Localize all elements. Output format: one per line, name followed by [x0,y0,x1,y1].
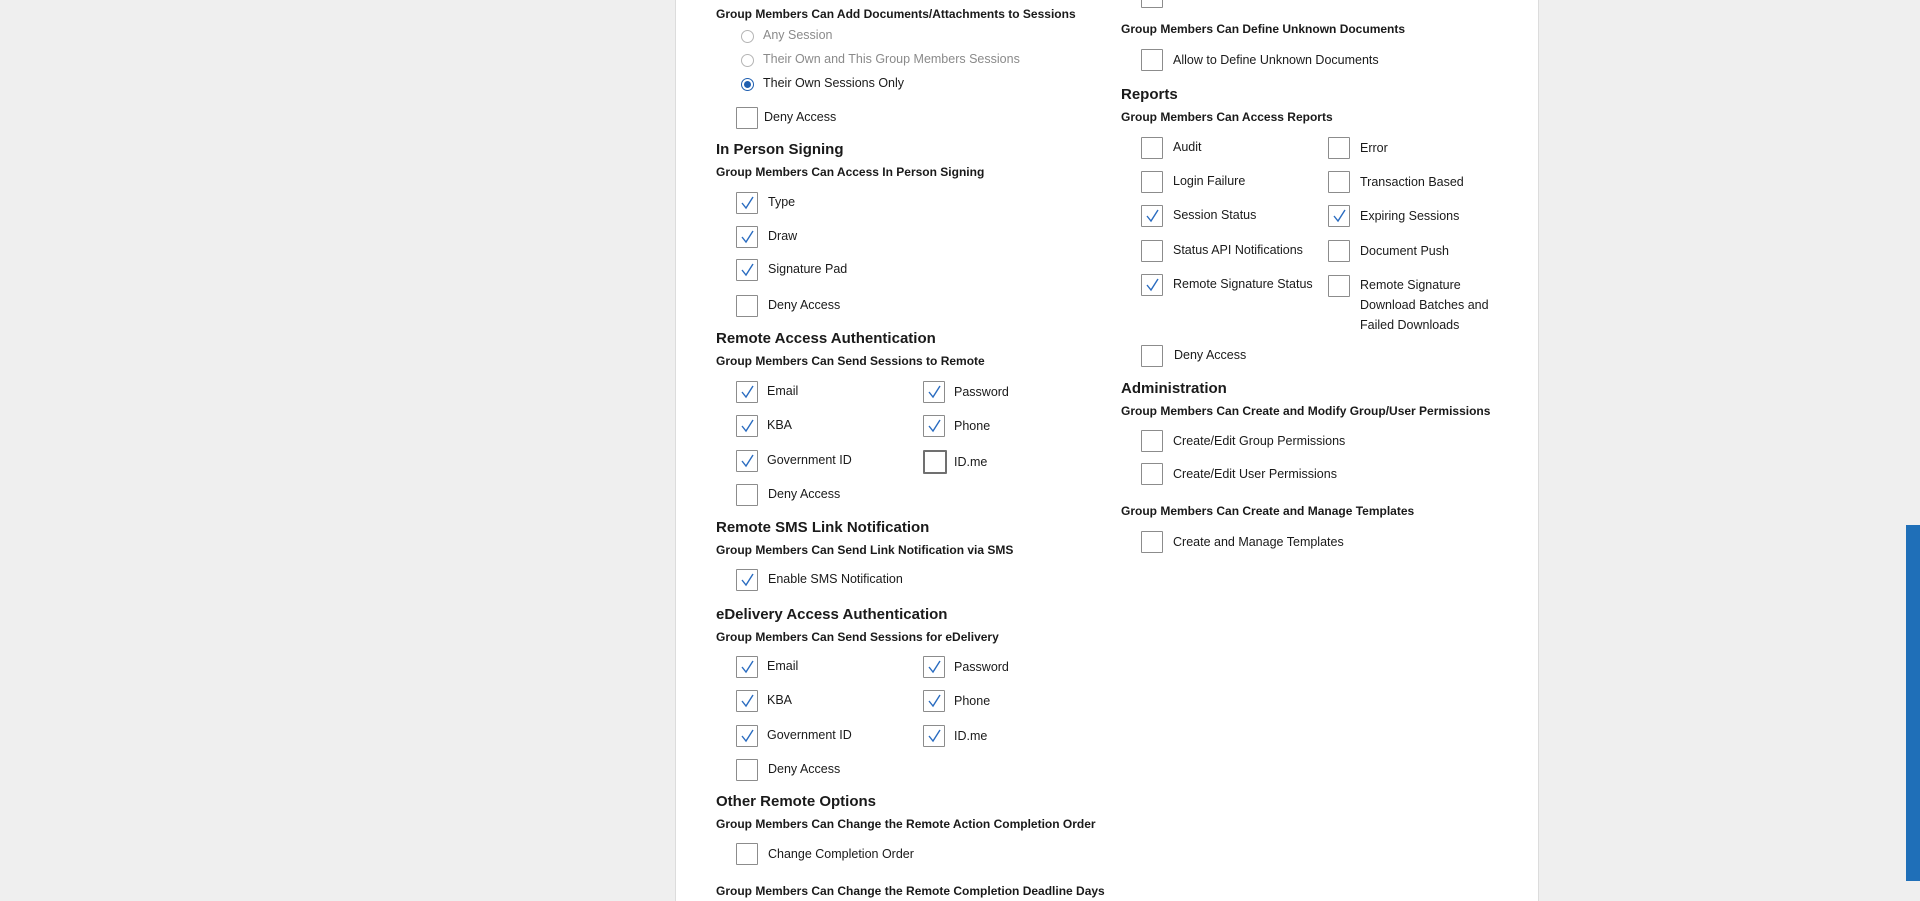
sms-enable-checkbox[interactable] [736,569,758,591]
radio-own-only-label: Their Own Sessions Only [763,76,905,90]
edit-group-permissions-label: Create/Edit Group Permissions [1173,434,1346,448]
reports-subtitle: Group Members Can Access Reports [1121,110,1333,124]
edelivery-title: eDelivery Access Authentication [716,606,948,623]
report-document-push-label: Document Push [1360,244,1449,258]
administration-subtitle: Group Members Can Create and Modify Group/User Permissions [1121,404,1491,418]
report-audit-label: Audit [1173,140,1202,154]
report-expiring-sessions-checkbox[interactable] [1328,205,1350,227]
report-transaction-based-label: Transaction Based [1360,175,1464,189]
reports-title: Reports [1121,86,1178,103]
remote-kba-label: KBA [767,418,793,432]
sms-subtitle: Group Members Can Send Link Notification via SMS [716,543,1014,557]
edelivery-phone-label: Phone [954,694,991,708]
edelivery-government-id-checkbox[interactable] [736,725,758,747]
report-error-label: Error [1360,141,1388,155]
check-icon [737,657,757,677]
manage-templates-checkbox[interactable] [1141,531,1163,553]
edelivery-idme-label: ID.me [954,729,988,743]
allow-unknown-docs-checkbox[interactable] [1141,49,1163,71]
in-person-draw-label: Draw [768,229,798,243]
edelivery-government-id-label: Government ID [767,728,852,742]
radio-own-only[interactable] [741,78,754,91]
report-remote-sig-download-label: Remote Signature Download Batches and Failed Downloads [1360,278,1489,332]
scrollbar-thumb[interactable] [1906,525,1920,881]
check-icon [924,382,944,402]
in-person-deny-label: Deny Access [768,298,841,312]
report-remote-signature-status-checkbox[interactable] [1141,274,1163,296]
check-icon [737,416,757,436]
report-login-failure-label: Login Failure [1173,174,1246,188]
edit-user-permissions-checkbox[interactable] [1141,463,1163,485]
edelivery-password-label: Password [954,660,1009,674]
check-icon [924,691,944,711]
in-person-signature-pad-checkbox[interactable] [736,259,758,281]
remote-deny-checkbox[interactable] [736,484,758,506]
check-icon [924,726,944,746]
attachments-subtitle: Group Members Can Add Documents/Attachments to Sessions [716,7,1076,21]
remote-idme-checkbox[interactable] [923,450,947,474]
check-icon [737,691,757,711]
remote-auth-subtitle: Group Members Can Send Sessions to Remote [716,354,985,368]
templates-subtitle: Group Members Can Create and Manage Templates [1121,504,1415,518]
report-session-status-label: Session Status [1173,208,1257,222]
in-person-subtitle: Group Members Can Access In Person Signing [716,165,985,179]
remote-email-checkbox[interactable] [736,381,758,403]
remote-deny-label: Deny Access [768,487,841,501]
allow-unknown-docs-label: Allow to Define Unknown Documents [1173,53,1379,67]
check-icon [737,726,757,746]
radio-any-session[interactable] [741,30,754,43]
unknown-docs-subtitle: Group Members Can Define Unknown Documents [1121,22,1406,36]
check-icon [924,416,944,436]
remote-password-checkbox[interactable] [923,381,945,403]
reports-deny-checkbox[interactable] [1141,345,1163,367]
edelivery-deny-checkbox[interactable] [736,759,758,781]
remote-kba-checkbox[interactable] [736,415,758,437]
remote-auth-title: Remote Access Authentication [716,330,936,347]
check-icon [737,382,757,402]
check-icon [924,657,944,677]
in-person-title: In Person Signing [716,141,844,158]
edelivery-deny-label: Deny Access [768,762,841,776]
report-document-push-checkbox[interactable] [1328,240,1350,262]
sms-title: Remote SMS Link Notification [716,519,930,536]
edelivery-kba-checkbox[interactable] [736,690,758,712]
check-icon [1329,206,1349,226]
change-completion-order-label: Change Completion Order [768,847,914,861]
remote-phone-checkbox[interactable] [923,415,945,437]
edelivery-email-label: Email [767,659,799,673]
edelivery-kba-label: KBA [767,693,793,707]
report-audit-checkbox[interactable] [1141,137,1163,159]
check-icon [737,193,757,213]
edelivery-password-checkbox[interactable] [923,656,945,678]
remote-government-id-label: Government ID [767,453,852,467]
attachments-deny-label: Deny Access [764,110,837,124]
check-icon [1142,275,1162,295]
radio-own-and-group-label: Their Own and This Group Members Sessions [763,52,1020,66]
report-status-api-label: Status API Notifications [1173,243,1303,257]
remote-phone-label: Phone [954,419,991,433]
edit-group-permissions-checkbox[interactable] [1141,430,1163,452]
remote-government-id-checkbox[interactable] [736,450,758,472]
in-person-type-label: Type [768,195,796,209]
report-remote-sig-download-checkbox[interactable] [1328,275,1350,297]
change-completion-order-checkbox[interactable] [736,843,758,865]
edelivery-idme-checkbox[interactable] [923,725,945,747]
check-icon [737,451,757,471]
in-person-type-checkbox[interactable] [736,192,758,214]
in-person-deny-checkbox[interactable] [736,295,758,317]
check-icon [737,260,757,280]
permissions-panel [675,0,1539,901]
report-session-status-checkbox[interactable] [1141,205,1163,227]
report-error-checkbox[interactable] [1328,137,1350,159]
report-transaction-based-checkbox[interactable] [1328,171,1350,193]
in-person-signature-pad-label: Signature Pad [768,262,848,276]
radio-own-and-group[interactable] [741,54,754,67]
sms-enable-label: Enable SMS Notification [768,572,903,586]
in-person-draw-checkbox[interactable] [736,226,758,248]
check-icon [1142,206,1162,226]
report-login-failure-checkbox[interactable] [1141,171,1163,193]
report-expiring-sessions-label: Expiring Sessions [1360,209,1460,223]
deadline-days-subtitle: Group Members Can Change the Remote Completion Deadline Days [716,884,1105,898]
reports-deny-label: Deny Access [1174,348,1247,362]
report-status-api-checkbox[interactable] [1141,240,1163,262]
radio-any-session-label: Any Session [763,28,833,42]
remote-idme-label: ID.me [954,455,988,469]
remote-email-label: Email [767,384,799,398]
manage-templates-label: Create and Manage Templates [1173,535,1344,549]
administration-title: Administration [1121,380,1227,397]
check-icon [737,570,757,590]
check-icon [737,227,757,247]
edelivery-email-checkbox[interactable] [736,656,758,678]
attachments-deny-checkbox[interactable] [736,107,758,129]
partial-checkbox[interactable] [1141,0,1163,8]
other-remote-title: Other Remote Options [716,793,877,810]
other-remote-subtitle: Group Members Can Change the Remote Action Completion Order [716,817,1096,831]
edelivery-phone-checkbox[interactable] [923,690,945,712]
remote-password-label: Password [954,385,1009,399]
edit-user-permissions-label: Create/Edit User Permissions [1173,467,1337,481]
report-remote-signature-status-label: Remote Signature Status [1173,277,1313,291]
edelivery-subtitle: Group Members Can Send Sessions for eDelivery [716,630,999,644]
